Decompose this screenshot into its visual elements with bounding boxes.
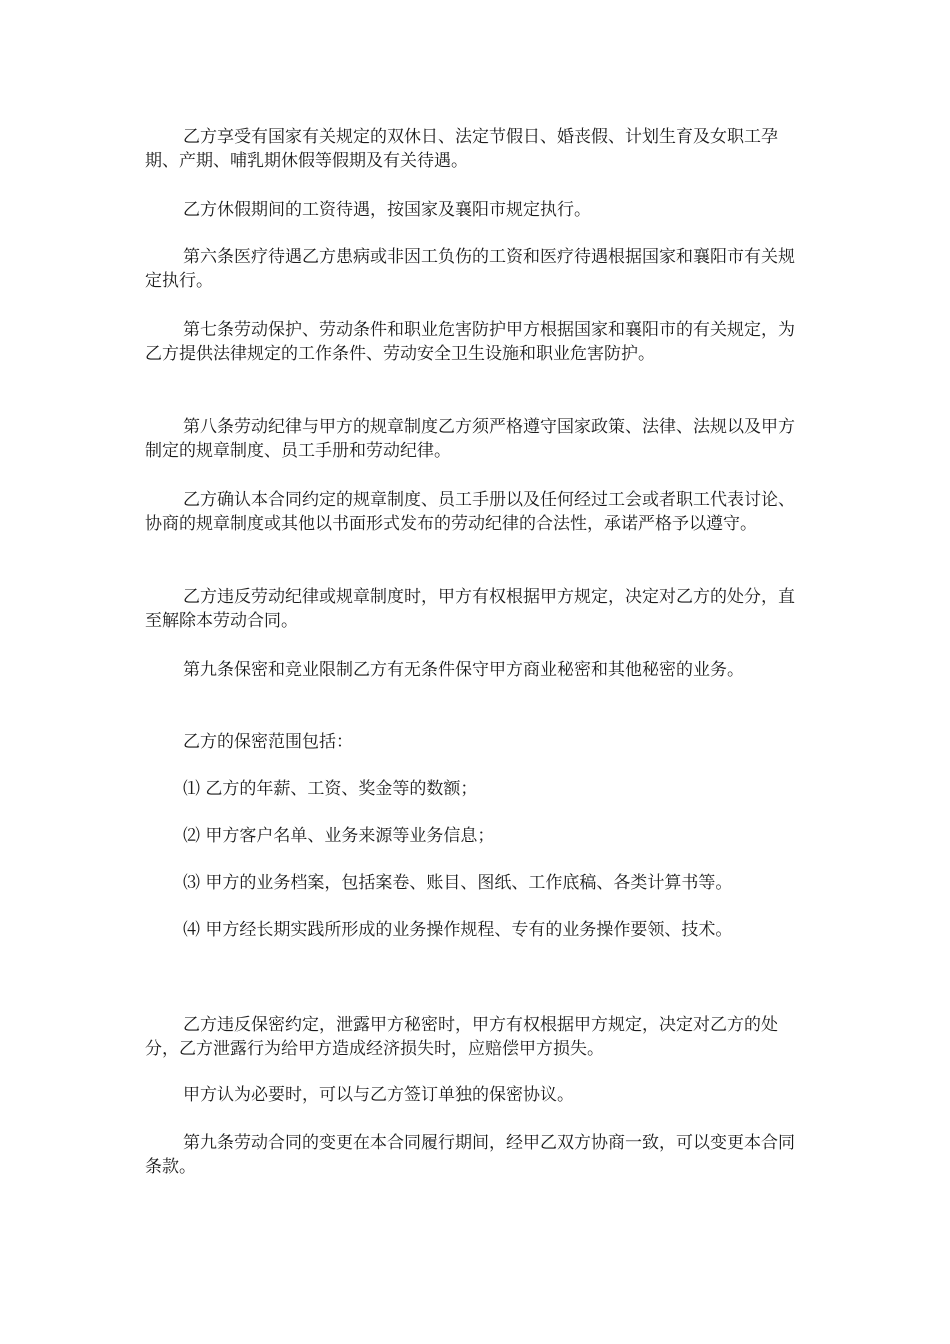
paragraph-confidentiality-scope: 乙方的保密范围包括： bbox=[183, 732, 353, 752]
paragraph-discipline-violation: 乙方违反劳动纪律或规章制度时，甲方有权根据甲方规定，决定对乙方的处分，直至解除本劳动合同。 bbox=[145, 587, 795, 631]
paragraph-article-6-medical: 第六条医疗待遇乙方患病或非因工负伤的工资和医疗待遇根据国家和襄阳市有关规定执行。 bbox=[145, 247, 795, 291]
list-item-scope-4: ⑷ 甲方经长期实践所形成的业务操作规程、专有的业务操作要领、技术。 bbox=[183, 920, 733, 940]
paragraph-confidentiality-breach: 乙方违反保密约定，泄露甲方秘密时，甲方有权根据甲方规定，决定对乙方的处分，乙方泄露行为给甲方造成经济损失时，应赔偿甲方损失。 bbox=[145, 1015, 778, 1059]
list-item-scope-2: ⑵ 甲方客户名单、业务来源等业务信息； bbox=[183, 826, 495, 846]
paragraph-article-8-discipline: 第八条劳动纪律与甲方的规章制度乙方须严格遵守国家政策、法律、法规以及甲方制定的规章制度、员工手册和劳动纪律。 bbox=[145, 417, 795, 461]
paragraph-separate-agreement: 甲方认为必要时，可以与乙方签订单独的保密协议。 bbox=[183, 1085, 574, 1105]
paragraph-article-9-modification: 第九条劳动合同的变更在本合同履行期间，经甲乙双方协商一致，可以变更本合同条款。 bbox=[145, 1133, 795, 1177]
paragraph-article-7-protection: 第七条劳动保护、劳动条件和职业危害防护甲方根据国家和襄阳市的有关规定，为乙方提供法律规定的工作条件、劳动安全卫生设施和职业危害防护。 bbox=[145, 320, 795, 364]
paragraph-article-9-confidentiality: 第九条保密和竞业限制乙方有无条件保守甲方商业秘密和其他秘密的业务。 bbox=[183, 660, 744, 680]
list-item-scope-1: ⑴ 乙方的年薪、工资、奖金等的数额； bbox=[183, 779, 478, 799]
paragraph-leave-wages: 乙方休假期间的工资待遇，按国家及襄阳市规定执行。 bbox=[183, 200, 591, 220]
paragraph-rules-confirmation: 乙方确认本合同约定的规章制度、员工手册以及任何经过工会或者职工代表讨论、协商的规章制度或其他以书面形式发布的劳动纪律的合法性，承诺严格予以遵守。 bbox=[145, 490, 795, 534]
paragraph-leave-entitlements: 乙方享受有国家有关规定的双休日、法定节假日、婚丧假、计划生育及女职工孕期、产期、哺乳期休假等假期及有关待遇。 bbox=[145, 127, 778, 171]
list-item-scope-3: ⑶ 甲方的业务档案，包括案卷、账目、图纸、工作底稿、各类计算书等。 bbox=[183, 873, 733, 893]
